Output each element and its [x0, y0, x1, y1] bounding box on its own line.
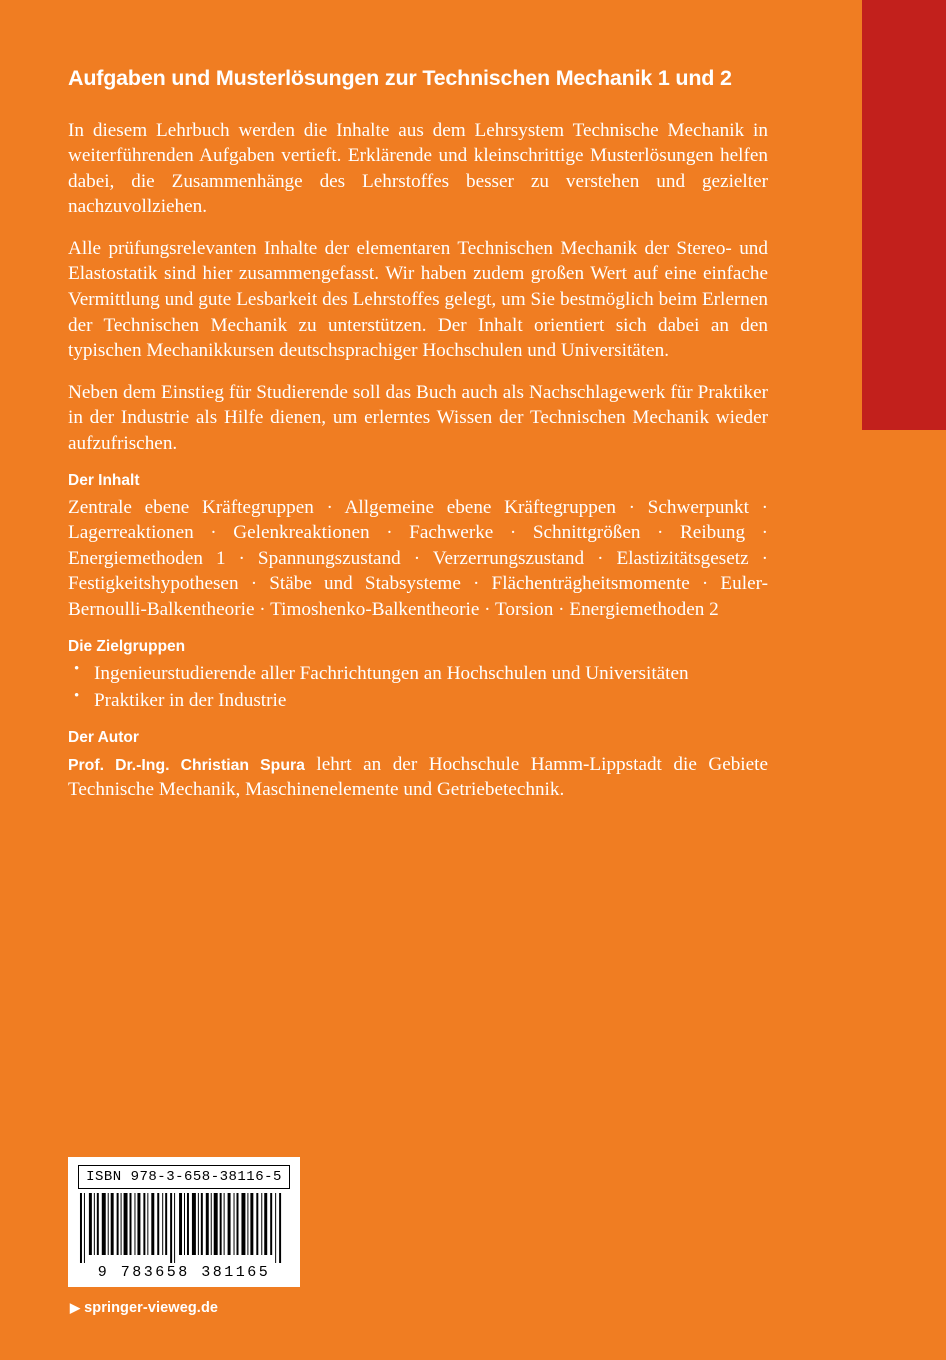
paragraph-2: Alle prüfungsrelevanten Inhalte der elementaren Technischen Mechanik der Stereo- und Elastostatik sind hier zusammengefasst. Wir haben zudem großen Wert auf eine einfache Vermittlung und gute Lesbarkeit des Lehrstoffes gelegt, um Sie bestmöglich beim Erlernen der Technischen Mechanik zu unterstützen. Der Inhalt orientiert sich dabei an den typischen Mechanikkursen deutschsprachiger Hochschulen und Universitäten.	[68, 237, 768, 362]
barcode-block	[68, 1157, 300, 1287]
target-groups-list	[68, 661, 768, 713]
target-groups-heading: Die Zielgruppen	[68, 638, 186, 656]
list-item-label: Praktiker in der Industrie	[94, 689, 287, 711]
barcode-box	[68, 1157, 300, 1287]
barcode-digits: 9 783658 381165	[97, 1264, 271, 1281]
cover-text-column	[68, 0, 768, 803]
publisher-logo	[70, 1300, 218, 1316]
paragraph-1: In diesem Lehrbuch werden die Inhalte aus dem Lehrsystem Technische Mechanik in weiterführenden Aufgaben vertieft. Erklärende und kleinschrittige Musterlösungen helfen dabei, die Zusammenhänge des Lehrstoffes besser zu verstehen und gezielter nachzuvollziehen.	[68, 119, 768, 218]
author-name: Prof. Dr.-Ing. Christian Spura	[68, 756, 305, 774]
paragraph-3: Neben dem Einstieg für Studierende soll das Buch auch als Nachschlagewerk für Praktiker in der Industrie als Hilfe dienen, um erlerntes Wissen der Technischen Mechanik wieder aufzufrischen.	[68, 381, 768, 454]
author-heading: Der Autor	[68, 729, 139, 747]
author-affiliation: lehrt an der Hochschule Hamm-Lippstadt die Gebiete Technische Mechanik, Maschinenelemente und Getriebetechnik.	[68, 753, 768, 801]
page-title: Aufgaben und Musterlösungen zur Technischen Mechanik 1 und 2	[68, 66, 732, 90]
barcode-bars-icon	[78, 1193, 290, 1263]
list-item	[68, 661, 768, 687]
publisher-name: springer-vieweg.de	[84, 1300, 219, 1316]
list-item	[68, 688, 768, 714]
contents-heading: Der Inhalt	[68, 472, 140, 490]
triangle-icon: ▶	[70, 1300, 81, 1315]
spine-color-strip	[862, 0, 946, 430]
list-item-label: Ingenieurstudierende aller Fachrichtungen an Hochschulen und Universitäten	[94, 663, 689, 685]
contents-list: Zentrale ebene Kräftegruppen · Allgemeine ebene Kräftegruppen · Schwerpunkt · Lagerreaktionen · Gelenkreaktionen · Fachwerke · Schnittgrößen · Reibung · Energiemethoden 1 · Spannungszustand · Verzerrungszustand · Elastizitätsgesetz · Festigkeitshypothesen · Stäbe und Stabsysteme · Flächenträgheitsmomente · Euler-Bernoulli-Balkentheorie · Timoshenko-Balkentheorie · Torsion · Energiemethoden 2	[68, 496, 768, 620]
isbn-label: ISBN 978-3-658-38116-5	[78, 1165, 290, 1189]
author-description	[68, 752, 768, 803]
